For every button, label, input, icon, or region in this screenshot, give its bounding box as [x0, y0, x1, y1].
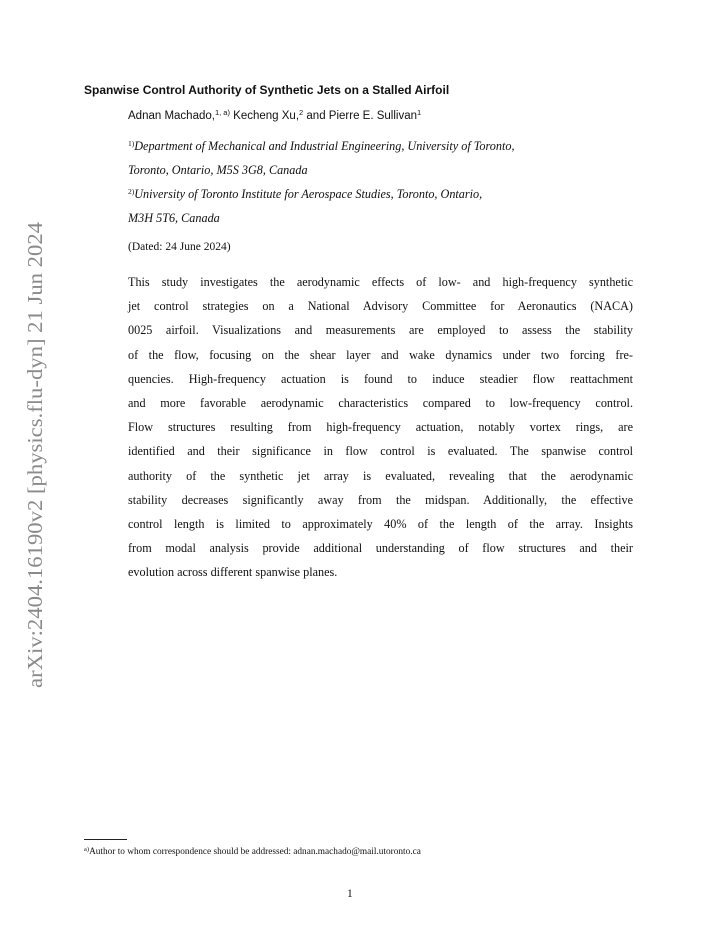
abstract-line: 0025 airfoil. Visualizations and measurements are employed to assess the stability [128, 323, 633, 338]
abstract-line: control length is limited to approximately 40% of the length of the array. Insights [128, 517, 633, 532]
affiliation-line: University of Toronto Institute for Aerospace Studies, Toronto, Ontario, [134, 187, 483, 201]
author-name: Kecheng Xu, [233, 110, 300, 122]
author-affiliation-mark: 1 [417, 108, 422, 117]
footnote-text: Author to whom correspondence should be addressed: adnan.machado@mail.utoronto.ca [89, 847, 421, 857]
affiliation-1 [128, 134, 628, 182]
abstract-line: and more favorable aerodynamic characteristics compared to low-frequency control. [128, 396, 633, 411]
abstract-line: identified and their significance in flow control is evaluated. The spanwise control [128, 444, 633, 459]
abstract [128, 270, 633, 585]
author-name: and Pierre E. Sullivan [306, 110, 417, 122]
affiliation-mark: 2) [128, 187, 135, 196]
affiliation-line: Toronto, Ontario, M5S 3G8, Canada [128, 163, 308, 177]
abstract-line: quencies. High-frequency actuation is found to induce steadier flow reattachment [128, 371, 633, 386]
paper-title: Spanwise Control Authority of Synthetic Jets on a Stalled Airfoil [84, 83, 450, 97]
footnote-mark: a) [84, 846, 90, 853]
author-affiliation-mark: 1, a) [214, 108, 230, 117]
abstract-line: of the flow, focusing on the shear layer and wake dynamics under two forcing fre- [128, 347, 633, 362]
footnote-rule [84, 839, 127, 840]
arxiv-stamp-text: arXiv:2404.16190v2 [physics.flu-dyn] 21 Jun 2024 [23, 246, 47, 688]
abstract-line: evolution across different spanwise planes. [128, 565, 338, 580]
abstract-line: stability decreases significantly away from the midspan. Additionally, the effective [128, 492, 633, 507]
abstract-line: from modal analysis provide additional understanding of flow structures and their [128, 541, 633, 556]
footnote [84, 847, 421, 857]
affiliation-2 [128, 182, 628, 230]
affiliation-line: Department of Mechanical and Industrial Engineering, University of Toronto, [134, 139, 515, 153]
author-affiliation-mark: 2 [299, 108, 304, 117]
arxiv-identifier-stamp [14, 220, 54, 690]
abstract-line: This study investigates the aerodynamic effects of low- and high-frequency synthetic [128, 275, 633, 289]
dated-line: (Dated: 24 June 2024) [128, 241, 231, 253]
affiliation-line: M3H 5T6, Canada [128, 211, 220, 225]
abstract-line: jet control strategies on a National Advisory Committee for Aeronautics (NACA) [128, 299, 633, 314]
author-name: Adnan Machado, [128, 110, 215, 122]
page-number: 1 [347, 888, 353, 900]
abstract-line: authority of the synthetic jet array is evaluated, revealing that the aerodynamic [128, 468, 633, 483]
affiliation-mark: 1) [128, 139, 135, 148]
author-list [128, 110, 421, 122]
abstract-line: Flow structures resulting from high-frequency actuation, notably vortex rings, are [128, 420, 633, 435]
